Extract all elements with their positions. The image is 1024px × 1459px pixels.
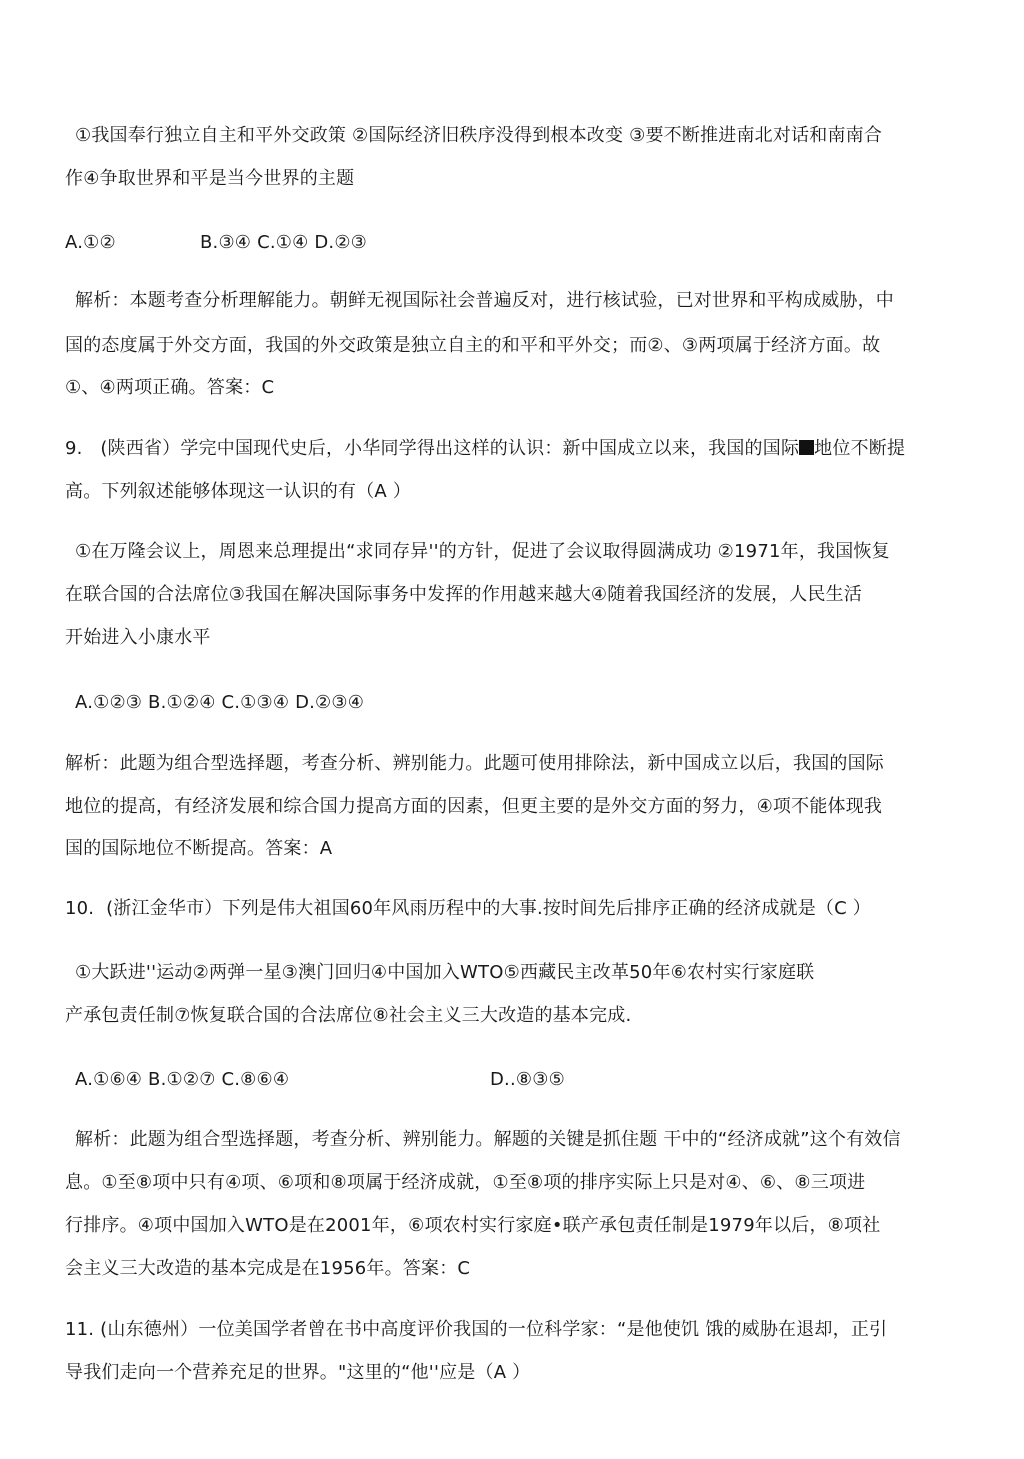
q8-analysis-line-3: ①、④两项正确。答案：C — [65, 377, 275, 398]
q9-stem-text-a: 9. (陕西省）学完中国现代史后，小华同学得出这样的认识：新中国成立以来，我国的国际 — [65, 438, 800, 459]
q8-options-line-2: 作④争取世界和平是当今世界的主题 — [65, 168, 355, 189]
q9-stem-text-b: 地位不断提 — [814, 438, 906, 459]
q9-options-line-2: 在联合国的合法席位③我国在解决国际事务中发挥的作用越来越大④随着我国经济的发展，人民生活 — [65, 584, 863, 605]
q9-choices: A.①②③ B.①②④ C.①③④ D.②③④ — [75, 692, 365, 713]
q9-options-line-1: ①在万隆会议上，周恩来总理提出“求同存异''的方针，促进了会议取得圆满成功 ②1971年，我国恢复 — [75, 541, 890, 562]
q9-analysis-line-2: 地位的提高，有经济发展和综合国力提高方面的因素，但更主要的是外交方面的努力，④项不能体现我 — [65, 796, 883, 817]
q8-choices-bcd: B.③④ C.①④ D.②③ — [200, 232, 368, 253]
q10-choices-d: D..⑧③⑤ — [490, 1069, 565, 1090]
q9-analysis-line-3: 国的国际地位不断提高。答案：A — [65, 838, 333, 859]
q10-analysis-line-3: 行排序。④项中国加入WTO是在2001年，⑥项农村实行家庭•联产承包责任制是1979年以后，⑧项社 — [65, 1215, 881, 1236]
q9-analysis-line-1: 解析：此题为组合型选择题，考查分析、辨别能力。此题可使用排除法，新中国成立以后，我国的国际 — [65, 753, 884, 774]
q8-analysis-line-1: 解析：本题考查分析理解能力。朝鲜无视国际社会普遍反对，进行核试验，已对世界和平构成威胁，中 — [75, 290, 894, 311]
q10-analysis-line-4: 会主义三大改造的基本完成是在1956年。答案：C — [65, 1258, 471, 1279]
q10-options-line-2: 产承包责任制⑦恢复联合国的合法席位⑧社会主义三大改造的基本完成. — [65, 1005, 632, 1026]
q10-analysis-line-2: 息。①至⑧项中只有④项、⑥项和⑧项属于经济成就，①至⑧项的排序实际上只是对④、⑥、⑧三项进 — [65, 1172, 866, 1193]
q10-choices-abc: A.①⑥④ B.①②⑦ C.⑧⑥④ — [75, 1069, 290, 1090]
q8-choices-a: A.①② — [65, 232, 116, 253]
q10-analysis-line-1: 解析：此题为组合型选择题，考查分析、辨别能力。解题的关键是抓住题 干中的“经济成就”这个有效信 — [75, 1129, 901, 1150]
q9-stem-line-2: 高。下列叙述能够体现这一认识的有（A ） — [65, 481, 412, 502]
q8-analysis-line-2: 国的态度属于外交方面，我国的外交政策是独立自主的和平和平外交；而②、③两项属于经济方面。故 — [65, 335, 881, 356]
q11-stem-line-1: 11. (山东德州）一位美国学者曾在书中高度评价我国的一位科学家：“是他使饥 饿的威胁在退却，正引 — [65, 1319, 888, 1340]
q9-stem-line-1 — [65, 440, 905, 458]
redaction-block — [799, 440, 814, 455]
q10-stem: 10. (浙江金华市）下列是伟大祖国60年风雨历程中的大事.按时间先后排序正确的经济成就是（C ） — [65, 898, 872, 919]
q9-options-line-3: 开始进入小康水平 — [65, 627, 211, 648]
q8-options-line-1: ①我国奉行独立自主和平外交政策 ②国际经济旧秩序没得到根本改变 ③要不断推进南北对话和南南合 — [75, 125, 883, 146]
q10-options-line-1: ①大跃进''运动②两弹一星③澳门回归④中国加入WTO⑤西藏民主改革50年⑥农村实行家庭联 — [75, 962, 815, 983]
q11-stem-line-2: 导我们走向一个营养充足的世界。"这里的“他''应是（A ） — [65, 1362, 531, 1383]
